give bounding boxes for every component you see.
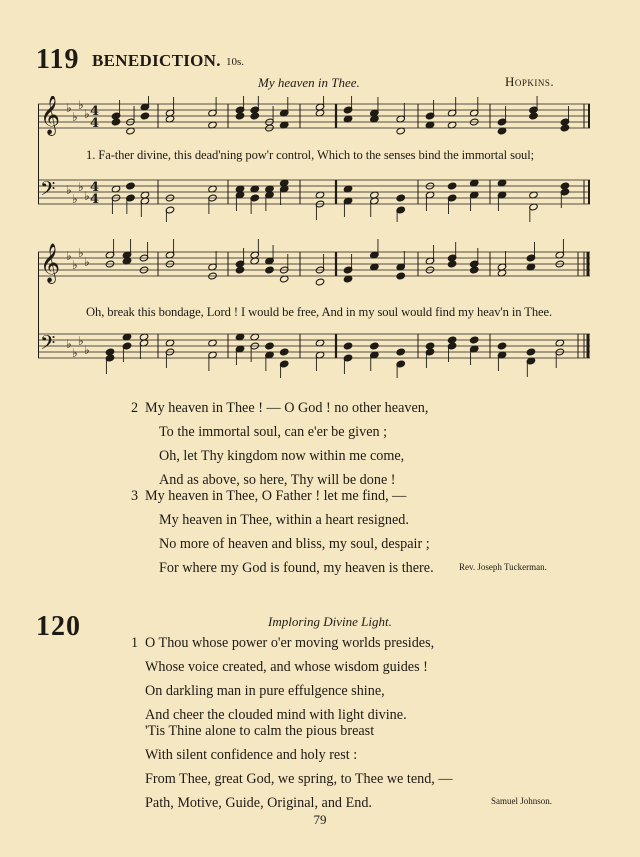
svg-text:♭: ♭ [78,334,84,348]
verse-line: My heaven in Thee, within a heart resigned. [159,512,409,528]
svg-text:♭: ♭ [72,192,78,206]
page-number: 79 [313,812,327,827]
hymn-119-title: BENEDICTION. [92,51,221,70]
verse-line: And cheer the clouded mind with light divine. [145,707,407,723]
verse-line: From Thee, great God, we spring, to Thee we tend, — [145,771,453,787]
svg-text:♭: ♭ [78,180,84,194]
svg-text:♭: ♭ [84,107,90,121]
svg-text:♭: ♭ [78,246,84,260]
svg-text:♭: ♭ [66,101,72,115]
svg-text:4: 4 [90,180,100,195]
hymn-119-lyric-line-2: Oh, break this bondage, Lord ! I would be free, And in my soul would find my heav'n in Thee. [86,305,553,319]
verse-line: And as above, so here, Thy will be done ! [159,472,396,488]
svg-text:♭: ♭ [72,258,78,272]
hymn-119-subtitle: My heaven in Thee. [258,75,360,90]
svg-text:♭: ♭ [84,343,90,357]
hymn-120-number: 120 [36,611,81,642]
svg-text:4: 4 [90,192,100,207]
svg-text:𝄢: 𝄢 [40,331,56,359]
verse-number: 1 [131,635,139,651]
hymn-120-subtitle: Imploring Divine Light. [268,614,392,629]
hymn-119-number: 119 [36,44,80,75]
verse-line: O Thou whose power o'er moving worlds presides, [145,635,435,651]
hymn-119-lyric-line-1: 1. Fa-ther divine, this dead'ning pow'r control, Which to the senses bind the immortal soul; [86,148,535,162]
svg-text:♭: ♭ [72,346,78,360]
svg-text:4: 4 [90,104,100,119]
hymn-119-author: Rev. Joseph Tuckerman. [459,562,547,572]
svg-text:♭: ♭ [78,98,84,112]
hymn-120-verse-1 [131,631,435,727]
verse-line: My heaven in Thee ! — O God ! no other heaven, [145,400,429,416]
verse-line: On darkling man in pure effulgence shine, [145,683,385,699]
hymn-119-composer: Hopkins. [505,74,555,89]
verse-number: 2 [131,400,139,416]
verse-line: To the immortal soul, can e'er be given ; [159,424,388,440]
verse-line: 'Tis Thine alone to calm the pious breast [145,723,375,739]
svg-text:♭: ♭ [66,337,72,351]
svg-text:𝄞: 𝄞 [40,243,61,283]
hymn-119-verse-2 [131,396,429,492]
hymn-120-author: Samuel Johnson. [491,796,553,806]
svg-text:𝄢: 𝄢 [40,177,56,205]
verse-number: 3 [131,488,139,504]
svg-text:♭: ♭ [72,110,78,124]
verse-line: For where my God is found, my heaven is there. [159,560,434,576]
verse-line: With silent confidence and holy rest : [145,747,358,763]
verse-line: No more of heaven and bliss, my soul, despair ; [159,536,430,552]
verse-line: Oh, let Thy kingdom now within me come, [159,448,405,464]
hymn-119-verse-3 [131,484,434,580]
svg-text:𝄞: 𝄞 [40,96,61,135]
svg-text:4: 4 [90,116,100,131]
hymn-120-verse-2 [145,719,453,815]
verse-line: My heaven in Thee, O Father ! let me find, — [145,488,407,504]
verse-line: Whose voice created, and whose wisdom guides ! [145,659,428,675]
svg-text:♭: ♭ [84,255,90,269]
verse-line: Path, Motive, Guide, Original, and End. [145,795,372,811]
svg-text:♭: ♭ [66,183,72,197]
svg-text:♭: ♭ [84,189,90,203]
hymn-119-meter: 10s. [226,56,245,68]
svg-text:♭: ♭ [66,249,72,263]
